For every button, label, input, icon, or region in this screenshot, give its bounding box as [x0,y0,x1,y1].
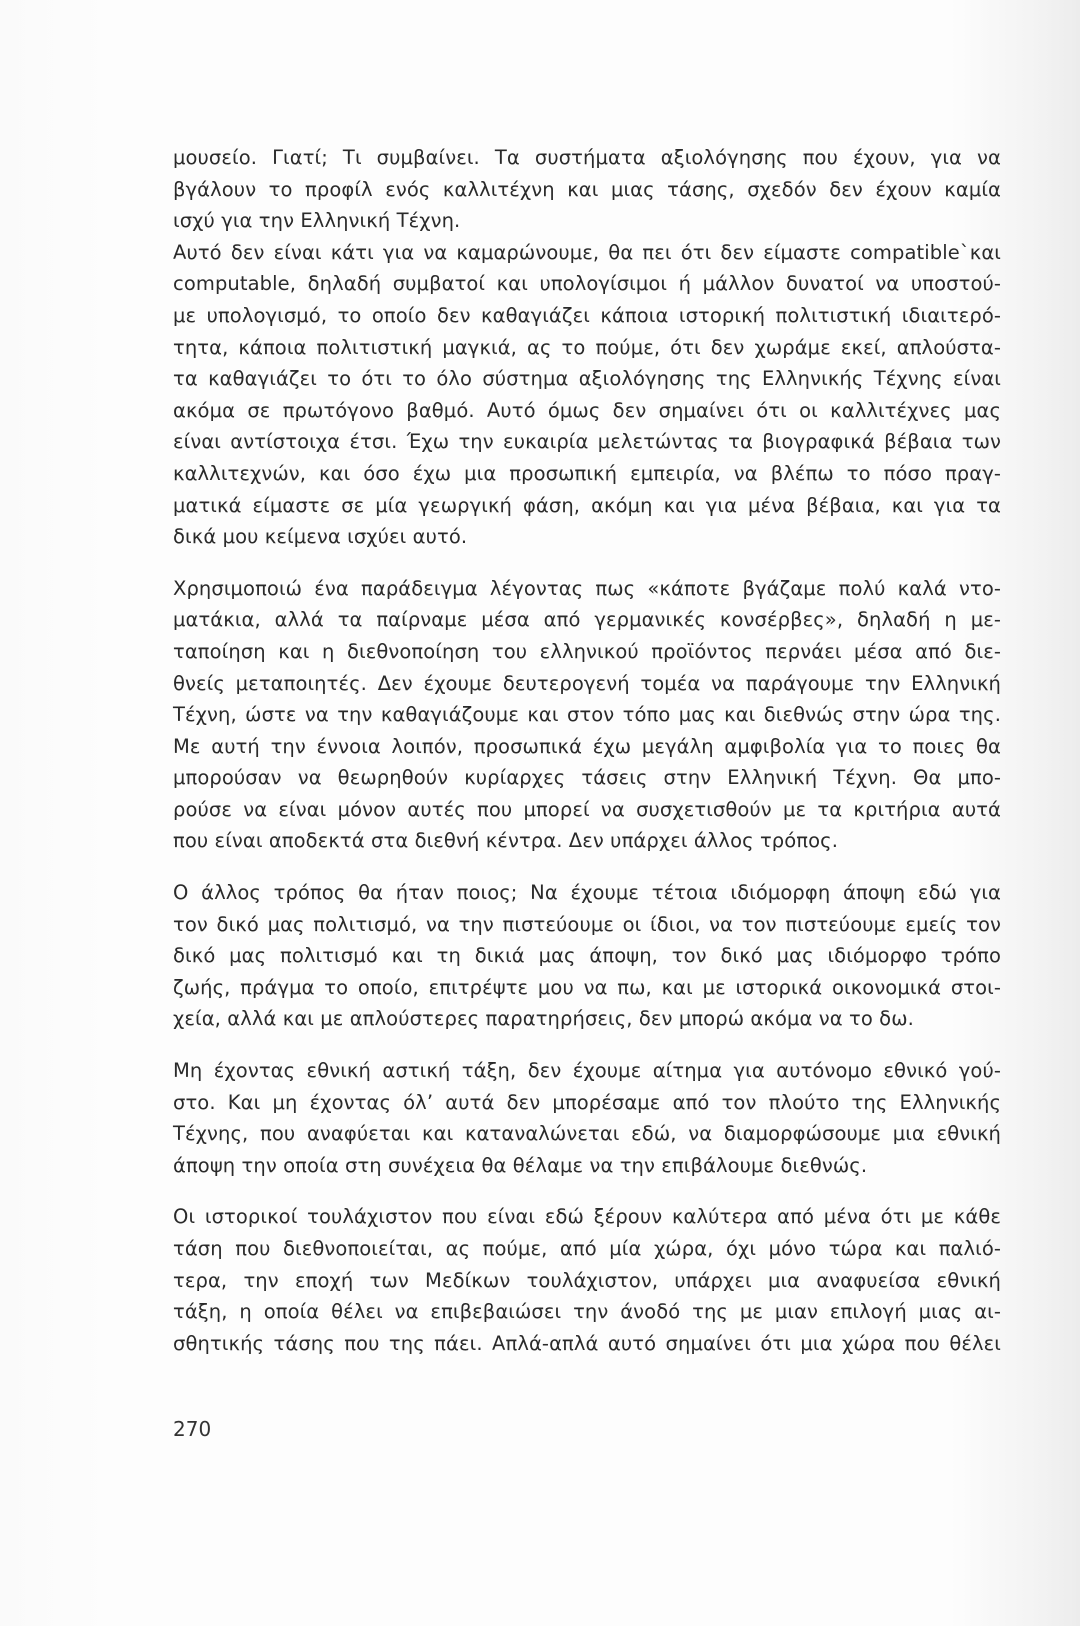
text-line: τάση που διεθνοποιείται, ας πούμε, από μία χώρα, όχι μόνο τώρα και παλιό- [173,1237,1001,1260]
text-line: computable, δηλαδή συμβατοί και υπολογίσιμοι ή μάλλον δυνατοί να υποστού- [173,272,1001,296]
text-line: Μη έχοντας εθνική αστική τάξη, δεν έχουμε αίτημα για αυτόνομο εθνικό γού- [173,1059,1001,1083]
text-line: χεία, αλλά και με απλούστερες παρατηρήσεις, δεν μπορώ ακόμα να το δω. [173,1007,914,1031]
text-line: στο. Και μη έχοντας όλ’ αυτά δεν μπορέσαμε από τον πλούτο της Ελληνικής [173,1090,1001,1114]
text-line: που είναι αποδεκτά στα διεθνή κέντρα. Δεν υπάρχει άλλος τρόπος. [173,829,839,853]
text-line: δικό μας πολιτισμό και τη δικιά μας άποψη, τον δικό μας ιδιόμορφο τρόπο [173,944,1001,968]
paragraph [173,1055,1001,1181]
text-line: ταποίηση και η διεθνοποίηση του ελληνικού προϊόντος περνάει μέσα από διε- [173,639,1001,663]
text-line: τερα, την εποχή των Μεδίκων τουλάχιστον, υπάρχει μια αναφυείσα εθνική [173,1268,1001,1292]
text-line: μουσείο. Γιατί; Τι συμβαίνει. Τα συστήματα αξιολόγησης που έχουν, για να [173,146,1001,169]
text-line: θνείς μεταποιητές. Δεν έχουμε δευτερογενή τομέα να παράγουμε την Ελληνική [173,671,1001,695]
text-line: τον δικό μας πολιτισμό, να την πιστεύουμε οι ίδιοι, να τον πιστεύουμε εμείς τον [173,912,1001,936]
page-number: 270 [173,1417,212,1441]
text-line: ακόμα σε πρωτόγονο βαθμό. Αυτό όμως δεν σημαίνει ότι οι καλλιτέχνες μας [173,398,1001,422]
text-line: Χρησιμοποιώ ένα παράδειγμα λέγοντας πως «κάποτε βγάζαμε πολύ καλά ντο- [173,576,1001,600]
text-line: καλλιτεχνών, και όσο έχω μια προσωπική εμπειρία, να βλέπω το πόσο πραγ- [173,461,1001,485]
text-line: ισχύ για την Ελληνική Τέχνη. [173,209,461,233]
text-line: μπορούσαν να θεωρηθούν κυρίαρχες τάσεις στην Ελληνική Τέχνη. Θα μπο- [173,766,1001,790]
text-line: Τέχνη, ώστε να την καθαγιάζουμε και στον τόπο μας και διεθνώς στην ώρα της. [173,703,1001,727]
text-line: σθητικής τάσης που της πάει. Απλά-απλά αυτό σημαίνει ότι μια χώρα που θέλει [173,1331,1001,1355]
text-line: βγάλουν το προφίλ ενός καλλιτέχνη και μιας τάσης, σχεδόν δεν έχουν καμία [173,177,1001,201]
text-line: Ο άλλος τρόπος θα ήταν ποιος; Να έχουμε τέτοια ιδιόμορφη άποψη εδώ για [173,881,1001,905]
text-line: είναι αντίστοιχα έτσι. Έχω την ευκαιρία μελετώντας τα βιογραφικά βέβαια των [173,430,1001,454]
text-line: Με αυτή την έννοια λοιπόν, προσωπικά έχω μεγάλη αμφιβολία για το ποιες θα [173,734,1001,758]
text-line: Αυτό δεν είναι κάτι για να καμαρώνουμε, θα πει ότι δεν είμαστε compatible`και [173,240,1001,264]
text-line: ματάκια, αλλά τα παίρναμε μέσα από γερμανικές κονσέρβες», δηλαδή η με- [173,608,1001,632]
text-line: τα καθαγιάζει το ότι το όλο σύστημα αξιολόγησης της Ελληνικής Τέχνης είναι [173,367,1001,391]
text-line: ζωής, πράγμα το οποίο, επιτρέψτε μου να πω, και με ιστορικά οικονομικά στοι- [173,975,1001,999]
text-line: άποψη την οποία στη συνέχεια θα θέλαμε να την επιβάλουμε διεθνώς. [173,1153,868,1177]
paragraph [173,1201,1001,1359]
text-line: τητα, κάποια πολιτιστική μαγκιά, ας το πούμε, ότι δεν χωράμε εκεί, απλούστα- [173,335,1001,359]
text-line: ματικά είμαστε σε μία γεωργική φάση, ακόμη και για μένα βέβαια, και για τα [173,493,1001,517]
paragraph [173,877,1001,1035]
text-line: με υπολογισμό, το οποίο δεν καθαγιάζει κάποια ιστορική πολιτιστική ιδιαιτερό- [173,303,1001,327]
paragraph [173,573,1001,857]
text-line: Τέχνης, που αναφύεται και καταναλώνεται εδώ, να διαμορφώσουμε μια εθνική [173,1122,1001,1146]
body-text [173,142,1001,1379]
text-line: Οι ιστορικοί τουλάχιστον που είναι εδώ ξέρουν καλύτερα από μένα ότι με κάθε [173,1205,1001,1229]
text-line: ρούσε να είναι μόνον αυτές που μπορεί να συσχετισθούν με τα κριτήρια αυτά [173,797,1001,821]
paragraph [173,142,1001,553]
text-line: τάξη, η οποία θέλει να επιβεβαιώσει την άνοδό της με μιαν επιλογή μιας αι- [173,1300,1001,1324]
text-line: δικά μου κείμενα ισχύει αυτό. [173,525,468,549]
